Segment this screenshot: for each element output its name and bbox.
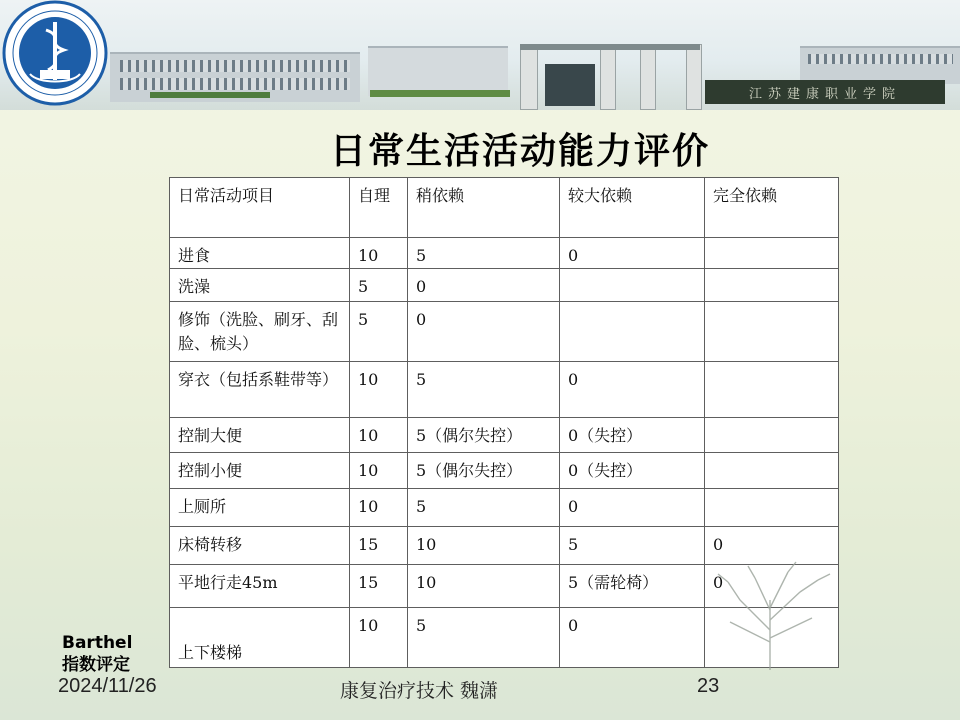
table-row — [170, 269, 839, 302]
table-cell: 0 — [705, 565, 839, 608]
building-center — [368, 46, 508, 96]
table-cell: 床椅转移 — [170, 527, 350, 565]
gate-pillar — [640, 44, 656, 110]
table-cell — [705, 489, 839, 527]
table-row — [170, 527, 839, 565]
header-cell: 稍依赖 — [408, 178, 560, 238]
table-cell: 0 — [560, 362, 705, 418]
table-cell: 平地行走45m — [170, 565, 350, 608]
footer-author: 康复治疗技术 魏潇 — [340, 680, 499, 702]
side-label-line: Barthel — [62, 633, 133, 653]
side-label — [62, 632, 132, 676]
table-cell: 0 — [560, 489, 705, 527]
header-cell: 日常活动项目 — [170, 178, 350, 238]
school-signboard: 江苏建康职业学院 — [705, 80, 945, 104]
grass-strip — [150, 92, 270, 98]
table-cell: 上厕所 — [170, 489, 350, 527]
table-cell: 控制大便 — [170, 418, 350, 453]
table-cell: 0 — [705, 527, 839, 565]
table-cell: 5（偶尔失控） — [408, 418, 560, 453]
table-cell: 0 — [408, 302, 560, 362]
table-cell: 穿衣（包括系鞋带等） — [170, 362, 350, 418]
table-cell: 5 — [350, 269, 408, 302]
table-cell: 10 — [350, 453, 408, 489]
header-cell: 较大依赖 — [560, 178, 705, 238]
table-cell: 5 — [560, 527, 705, 565]
gate-pillar — [600, 44, 616, 110]
table-row — [170, 418, 839, 453]
barthel-table — [169, 177, 839, 668]
footer-date: 2024/11/26 — [58, 675, 157, 697]
building-windows — [808, 54, 953, 64]
table-cell: 5 — [408, 238, 560, 269]
gate-house — [545, 64, 595, 106]
table-cell: 0 — [408, 269, 560, 302]
table-cell: 洗澡 — [170, 269, 350, 302]
table-cell: 0 — [560, 238, 705, 269]
table-cell: 进食 — [170, 238, 350, 269]
table-cell: 10 — [350, 608, 408, 668]
college-logo-icon — [2, 0, 108, 106]
table-cell: 0 — [560, 608, 705, 668]
table-cell — [560, 269, 705, 302]
grass-strip — [370, 90, 510, 97]
slide-title: 日常生活活动能力评价 — [329, 131, 710, 172]
table-row — [170, 565, 839, 608]
building-right — [800, 46, 960, 84]
gate-pillar — [686, 44, 702, 110]
building-windows — [120, 78, 350, 90]
table-row — [170, 238, 839, 269]
table-row — [170, 608, 839, 668]
table-cell: 10 — [350, 489, 408, 527]
table-cell: 0（失控） — [560, 418, 705, 453]
table-row — [170, 489, 839, 527]
table-row — [170, 302, 839, 362]
header-cell: 自理 — [350, 178, 408, 238]
page-number: 23 — [697, 675, 720, 697]
table-cell: 15 — [350, 565, 408, 608]
building-windows — [120, 60, 350, 72]
table-cell — [705, 418, 839, 453]
table-cell — [705, 269, 839, 302]
table-cell: 控制小便 — [170, 453, 350, 489]
table-cell: 5 — [408, 362, 560, 418]
gate-beam — [520, 44, 700, 50]
table-header-row — [170, 178, 839, 238]
gate-pillar — [520, 44, 538, 110]
table-row — [170, 453, 839, 489]
table-cell: 15 — [350, 527, 408, 565]
table-cell: 5 — [408, 489, 560, 527]
table-cell — [705, 302, 839, 362]
table-cell — [560, 302, 705, 362]
side-label-line: 指数评定 — [62, 655, 130, 675]
table-cell — [705, 238, 839, 269]
table-cell: 5（偶尔失控） — [408, 453, 560, 489]
table-cell: 10 — [350, 238, 408, 269]
table-cell: 5 — [350, 302, 408, 362]
table-cell: 10 — [408, 527, 560, 565]
table-cell — [705, 453, 839, 489]
table-cell: 5（需轮椅） — [560, 565, 705, 608]
header-banner — [0, 0, 960, 110]
table-cell: 修饰（洗脸、刷牙、刮脸、梳头） — [170, 302, 350, 362]
table-row — [170, 362, 839, 418]
table-cell: 10 — [408, 565, 560, 608]
table-cell: 10 — [350, 418, 408, 453]
table-cell — [705, 608, 839, 668]
table-cell: 5 — [408, 608, 560, 668]
table-cell: 上下楼梯 — [170, 608, 350, 668]
table-cell: 0（失控） — [560, 453, 705, 489]
header-cell: 完全依赖 — [705, 178, 839, 238]
table-cell: 10 — [350, 362, 408, 418]
table-cell — [705, 362, 839, 418]
